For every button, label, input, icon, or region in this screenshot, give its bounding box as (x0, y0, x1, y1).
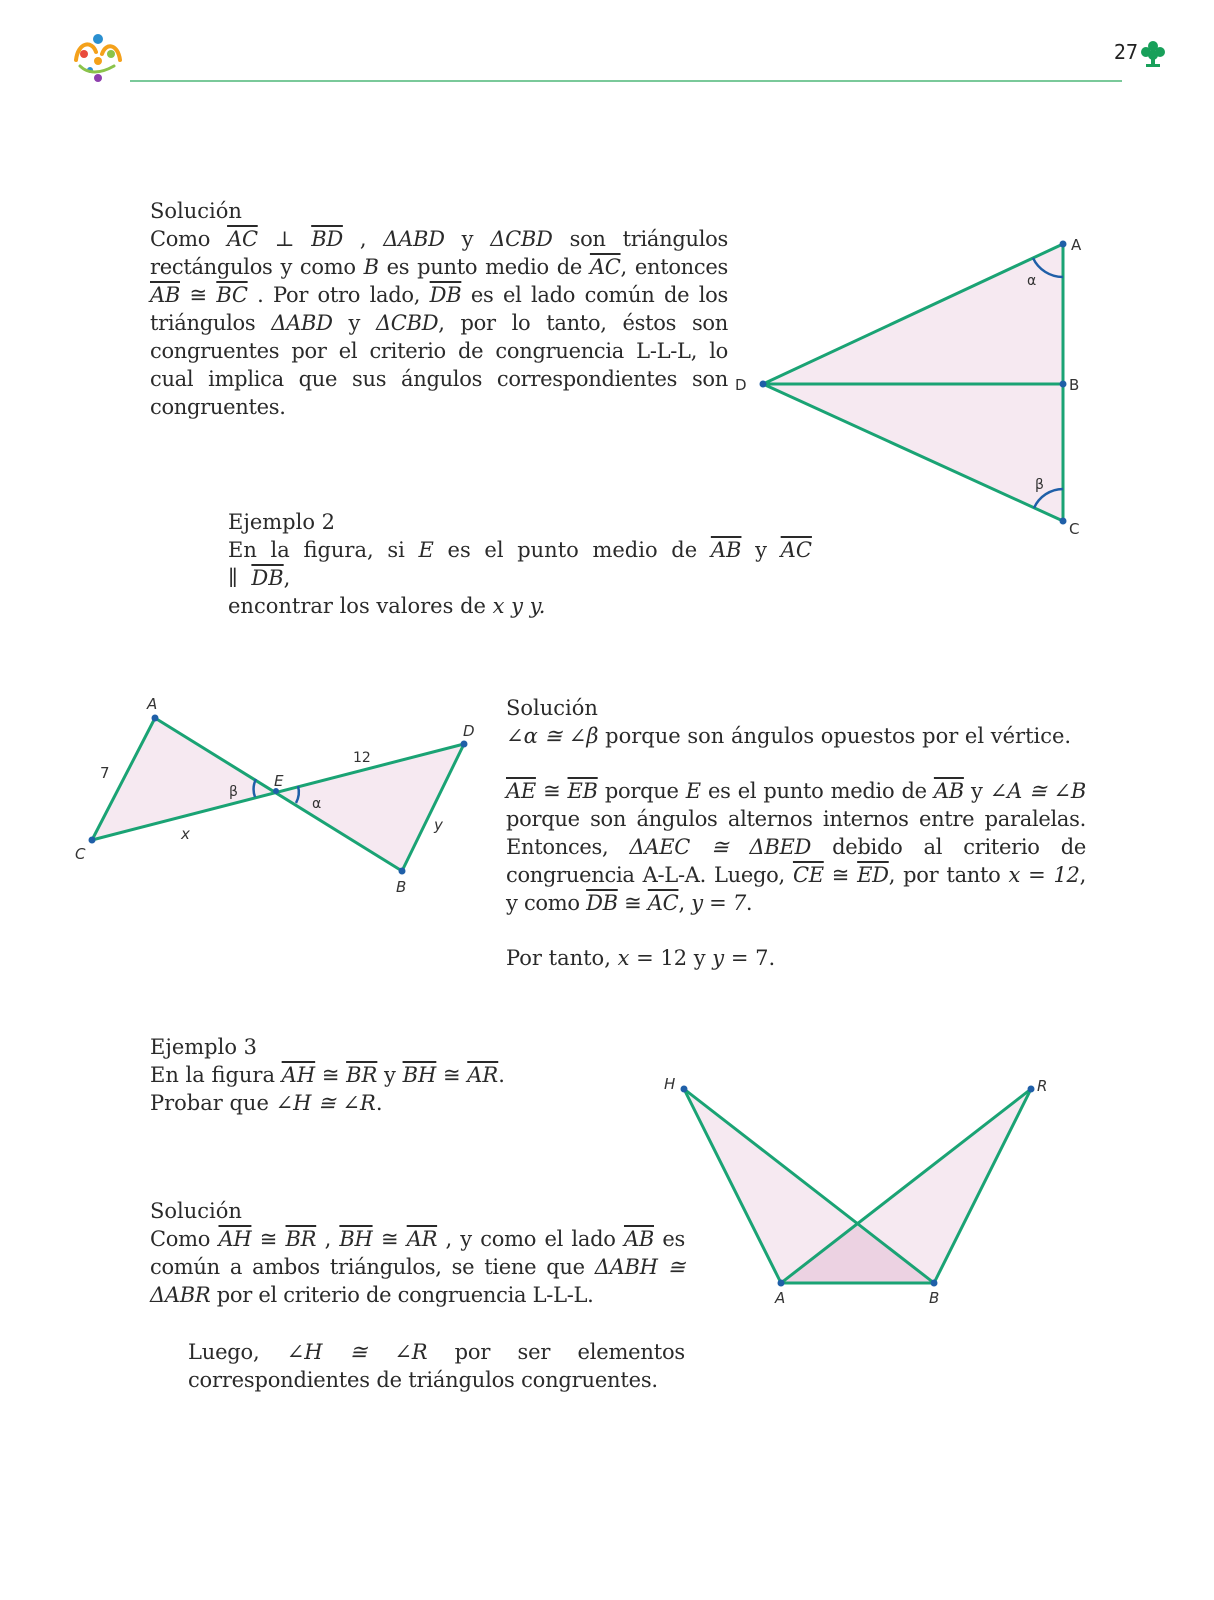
solution-1-text: Como $\overline{AC}$ ⊥ $\overline{BD}$ , ΔABD y ΔCBD son triángulos rectángulos y como B es punto medio de $\overline{AC}$, entonces $\overline{AB}$ ≅ $\overline{BC}$ . Por otro lado, $\overline{DB}$ es el lado común de los triángulos ΔABD y ΔCBD, por lo tanto, éstos son congruentes por el criterio de congruencia L-L-L, lo cual implica que sus ángulos correspondientes son congruentes. (150, 227, 728, 419)
point-b (931, 1280, 938, 1287)
point-a (778, 1280, 785, 1287)
figure-3-crossed-triangles (650, 1065, 1070, 1315)
solution-1-heading: Solución (150, 199, 242, 223)
label-c: C (75, 845, 86, 863)
page-header (0, 0, 1214, 90)
solution-3-conclusion-text: Luego, ∠H ≅ ∠R por ser elementos correspondientes de triángulos congruentes. (188, 1340, 685, 1392)
example-3-line-1: En la figura $\overline{AH}$ ≅ $\overline{BR}$ y $\overline{BH}$ ≅ $\overline{AR}$. (150, 1063, 505, 1087)
header-rule (130, 80, 1122, 82)
solution-3 (150, 1197, 685, 1309)
figure-2-bowtie-triangles (70, 690, 490, 910)
solution-2-heading: Solución (506, 696, 598, 720)
point-h (681, 1086, 688, 1093)
point-d (461, 741, 468, 748)
point-a (152, 715, 159, 722)
example-3-line-2: Probar que ∠H ≅ ∠R. (150, 1091, 383, 1115)
point-c (89, 837, 96, 844)
solution-1 (150, 197, 728, 421)
example-2-heading: Ejemplo 2 (228, 510, 336, 534)
page-number: 27 (1113, 40, 1138, 64)
solution-3-heading: Solución (150, 1199, 242, 1223)
green-tree-icon (1141, 40, 1165, 68)
label-a: A (147, 695, 158, 713)
point-d (760, 381, 767, 388)
example-2-line-2: encontrar los valores de x y y. (228, 594, 546, 618)
solution-2 (506, 694, 1086, 972)
solution-3-text: Como $\overline{AH}$ ≅ $\overline{BR}$ , $\overline{BH}$ ≅ $\overline{AR}$ , y como el lado $\overline{AB}$ es común a ambos triángulos, se tiene que ΔABH ≅ ΔABR por el criterio de congruencia L-L-L. (150, 1227, 686, 1307)
label-d: D (735, 376, 747, 394)
label-e: E (274, 772, 284, 790)
point-c (1060, 518, 1067, 525)
solution-2-line-1: ∠α ≅ ∠β porque son ángulos opuestos por el vértice. (506, 724, 1072, 748)
colored-dots-logo-icon (70, 32, 126, 84)
example-2-line-1: En la figura, si E es el punto medio de $\overline{AB}$ y $\overline{AC}$ ∥ $\overline{DB}$, (228, 538, 812, 590)
point-r (1028, 1086, 1035, 1093)
point-a (1060, 241, 1067, 248)
point-b (1060, 381, 1067, 388)
label-b: B (1069, 376, 1080, 394)
example-3-heading: Ejemplo 3 (150, 1035, 258, 1059)
example-3 (150, 1033, 630, 1117)
label-h: H (664, 1075, 676, 1093)
label-a: A (1071, 236, 1082, 254)
label-twelve: 12 (353, 750, 371, 766)
label-b: B (396, 878, 407, 896)
label-d: D (463, 722, 475, 740)
solution-3-conclusion (188, 1338, 685, 1394)
label-b: B (929, 1289, 940, 1307)
label-r: R (1037, 1077, 1048, 1095)
label-y: y (434, 816, 443, 834)
label-alpha: α (312, 796, 322, 812)
label-seven: 7 (100, 764, 110, 782)
solution-2-conclusion: Por tanto, x = 12 y y = 7. (506, 946, 776, 970)
label-c: C (1069, 520, 1080, 538)
figure-1-triangles-abd-cbd (720, 230, 1100, 550)
solution-2-paragraph: $\overline{AE}$ ≅ $\overline{EB}$ porque E es el punto medio de $\overline{AB}$ y ∠A ≅ ∠B porque son ángulos alternos internos entre paralelas. Entonces, ΔAEC ≅ ΔBED debido al criterio de congruencia A-L-A. Luego, $\overline{CE}$ ≅ $\overline{ED}$, por tanto x = 12, y como $\overline{DB}$ ≅ $\overline{AC}$, y = 7. (506, 779, 1087, 915)
label-alpha: α (1027, 273, 1037, 289)
label-beta: β (1035, 477, 1044, 493)
label-a: A (775, 1289, 786, 1307)
label-x: x (181, 825, 190, 843)
example-2 (228, 508, 822, 620)
label-beta: β (229, 784, 238, 800)
point-b (399, 868, 406, 875)
